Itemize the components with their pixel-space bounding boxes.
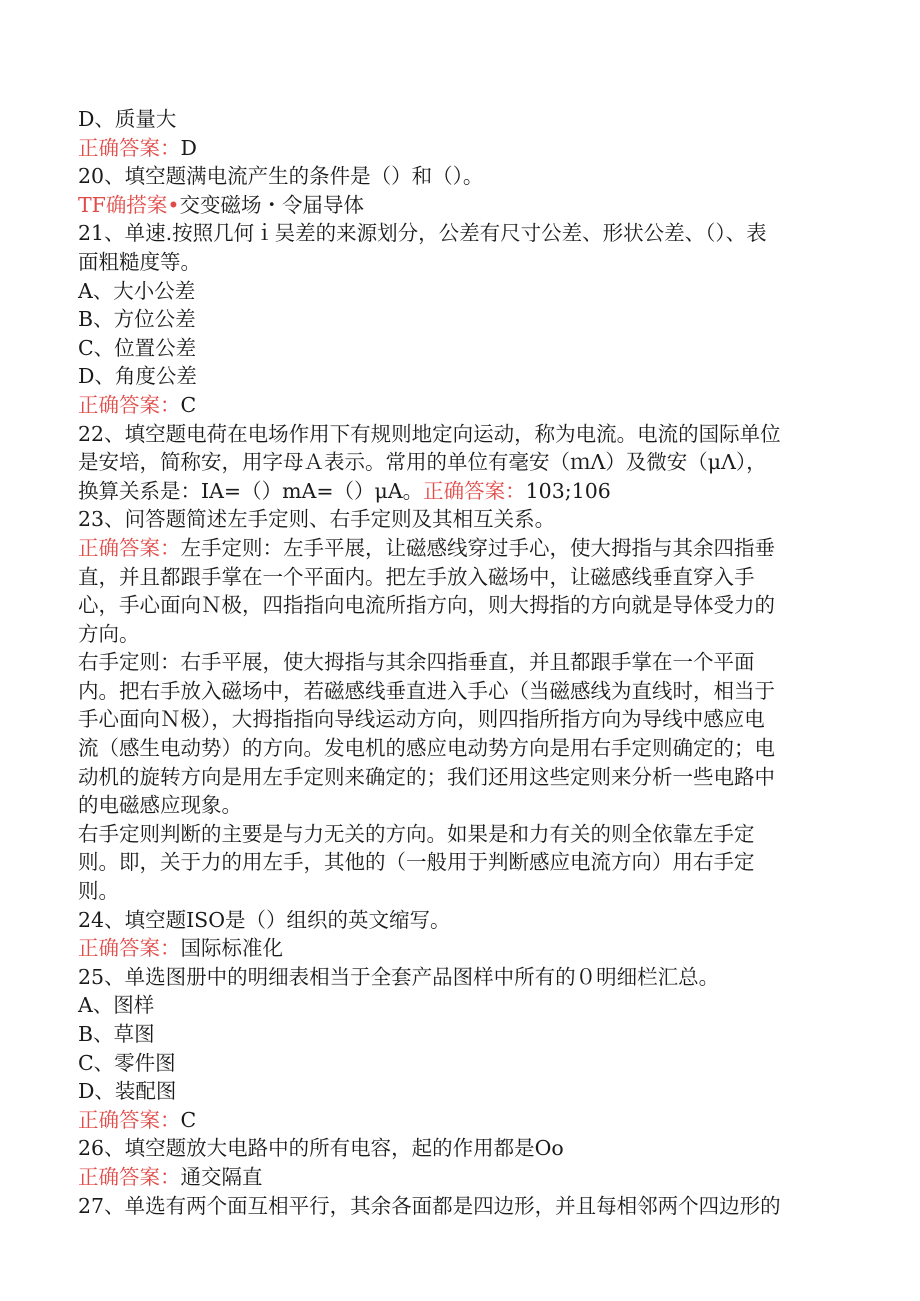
option-d-q19: D、质量大	[78, 107, 177, 131]
answer-q23-line9: 动机的旋转方向是用左手定则来确定的；我们还用这些定则来分析一些电路中	[78, 764, 775, 789]
answer-q23-line8: 流（感生电动势）的方向。发电机的感应电动势方向是用右手定则确定的；电	[78, 736, 775, 761]
question-22-text: 换算关系是：IA=（）mA=（）μA。	[78, 478, 424, 503]
option-c-q25: C、零件图	[78, 1050, 176, 1075]
option-d-q25: D、装配图	[78, 1079, 177, 1104]
question-26: 26、填空题放大电路中的所有电容，起的作用都是Oo	[78, 1136, 564, 1161]
answer-value: 通交隔直	[180, 1164, 263, 1189]
answer-q23-line11: 右手定则判断的主要是与力无关的方向。如果是和力有关的则全依靠左手定	[78, 821, 755, 846]
answer-q23-line5: 右手定则：右手平展，使大拇指与其余四指垂直，并且都跟手掌在一个平面	[78, 650, 755, 675]
answer-value: 左手定则：左手平展，让磁感线穿过手心，使大拇指与其余四指垂	[180, 535, 775, 560]
answer-label: 正确答案：	[78, 1164, 181, 1189]
question-24: 24、填空题ISO是（）组织的英文缩写。	[78, 907, 451, 932]
question-22-line2: 是安培，简称安，用字母Ａ表示。常用的单位有毫安（ｍΛ）及微安（μΛ），	[78, 450, 767, 475]
question-25: 25、单选图册中的明细表相当于全套产品图样中所有的０明细栏汇总。	[78, 964, 720, 989]
answer-value: 103;106	[525, 478, 611, 503]
question-22-line3	[78, 477, 830, 506]
question-21-line1: 21、单速.按照几何ｉ吴差的来源划分，公差有尺寸公差、形状公差、（）、表	[78, 221, 767, 246]
answer-value: 交变磁场・令届导体	[179, 192, 364, 217]
answer-q25	[78, 1106, 830, 1135]
answer-q23-line7: 手心面向Ｎ极），大拇指指向导线运动方向，则四指所指方向为导线中感应电	[78, 707, 765, 732]
answer-q23-line4: 方向。	[78, 621, 140, 646]
answer-q23-line10: 的电磁感应现象。	[78, 793, 242, 818]
answer-q23-line2: 直，并且都跟手掌在一个平面内。把左手放入磁场中，让磁感线垂直穿入手	[78, 564, 755, 589]
question-23: 23、问答题简述左手定则、右手定则及其相互关系。	[78, 507, 556, 532]
answer-q19	[78, 134, 830, 163]
question-27: 27、单选有两个面互相平行，其余各面都是四边形，并且每相邻两个四边形的	[78, 1193, 781, 1218]
answer-value: 国际标准化	[180, 936, 283, 961]
answer-q24	[78, 934, 830, 963]
answer-label: 正确答案：	[78, 535, 181, 560]
answer-label: TF确搭案•	[78, 192, 180, 217]
option-c-q21: C、位置公差	[78, 335, 197, 360]
option-a-q21: A、大小公差	[78, 278, 196, 303]
answer-value: C	[180, 1107, 197, 1132]
option-b-q21: B、方位公差	[78, 307, 196, 332]
question-20: 20、填空题满电流产生的条件是（）和（）。	[78, 164, 484, 189]
question-22-line1: 22、填空题电荷在电场作用下有规则地定向运动，称为电流。电流的国际单位	[78, 421, 781, 446]
answer-q23-line12: 则。即，关于力的用左手，其他的（一般用于判断感应电流方向）用右手定	[78, 850, 755, 875]
answer-value: C	[180, 392, 197, 417]
answer-label: 正确答案：	[78, 936, 181, 961]
answer-value: D	[180, 135, 197, 160]
answer-q23-line3: 心，手心面向Ｎ极，四指指向电流所指方向，则大拇指的方向就是导体受力的	[78, 593, 775, 618]
option-d-q21: D、角度公差	[78, 364, 197, 389]
answer-q26	[78, 1163, 830, 1192]
answer-label: 正确答案：	[78, 1107, 181, 1132]
answer-q23-line6: 内。把右手放入磁场中，若磁感线垂直进入手心（当磁感线为直线时，相当于	[78, 678, 775, 703]
option-a-q25: A、图样	[78, 993, 155, 1018]
answer-label: 正确答案：	[423, 478, 526, 503]
question-21-line2: 面粗糙度等。	[78, 249, 201, 274]
answer-q20	[78, 191, 830, 220]
answer-label: 正确答案：	[78, 392, 181, 417]
answer-q23-line1	[78, 534, 830, 563]
answer-q23-line13: 则。	[78, 879, 119, 904]
answer-q21	[78, 391, 830, 420]
answer-label: 正确答案：	[78, 135, 181, 160]
option-b-q25: B、草图	[78, 1022, 155, 1046]
